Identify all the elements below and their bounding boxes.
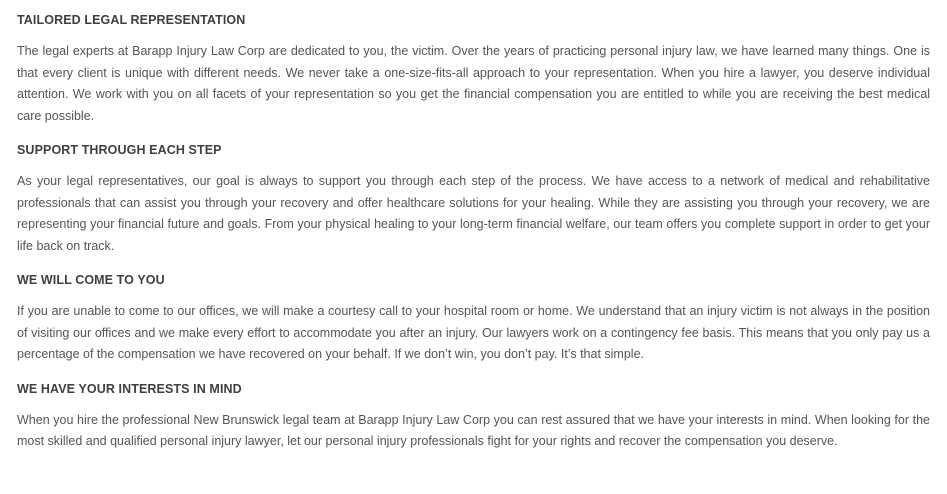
section-heading: TAILORED LEGAL REPRESENTATION	[17, 13, 246, 27]
section-paragraph: As your legal representatives, our goal is always to support you through each step of the process. We have access to a network of medical and rehabilitative professionals that can assist you through your recovery and offer healthcare solutions for your healing. While they are assisting you through your recovery, we are representing your financial future and goals. From your physical healing to your long-term financial welfare, our team offers you complete support in order to get your life back on track.	[17, 174, 930, 253]
section-tailored-legal-representation	[17, 9, 930, 127]
section-support-through-each-step	[17, 139, 930, 257]
section-paragraph: When you hire the professional New Brunswick legal team at Barapp Injury Law Corp you can rest assured that we have your interests in mind. When looking for the most skilled and qualified personal injury lawyer, let our personal injury professionals fight for your rights and recover the compensation you deserve.	[17, 412, 930, 448]
section-heading: WE HAVE YOUR INTERESTS IN MIND	[17, 381, 242, 396]
section-heading: SUPPORT THROUGH EACH STEP	[17, 143, 222, 157]
section-heading: WE WILL COME TO YOU	[17, 273, 165, 287]
section-paragraph: If you are unable to come to our offices, we will make a courtesy call to your hospital room or home. We understand that an injury victim is not always in the position of visiting our offices and we make every effort to accommodate you after an injury. Our lawyers work on a contingency fee basis. This means that you only pay us a percentage of the compensation we have recovered on your behalf. If we don’t win, you don’t pay. It’s that simple.	[17, 304, 930, 361]
section-we-will-come-to-you	[17, 269, 930, 366]
section-we-have-your-interests-in-mind	[17, 378, 930, 453]
section-paragraph: The legal experts at Barapp Injury Law Corp are dedicated to you, the victim. Over the years of practicing personal injury law, we have learned many things. One is that every client is unique with different needs. We never take a one-size-fits-all approach to your representation. When you hire a lawyer, you deserve individual attention. We work with you on all facets of your representation so you get the financial compensation you are entitled to while you are receiving the best medical care possible.	[17, 44, 930, 123]
